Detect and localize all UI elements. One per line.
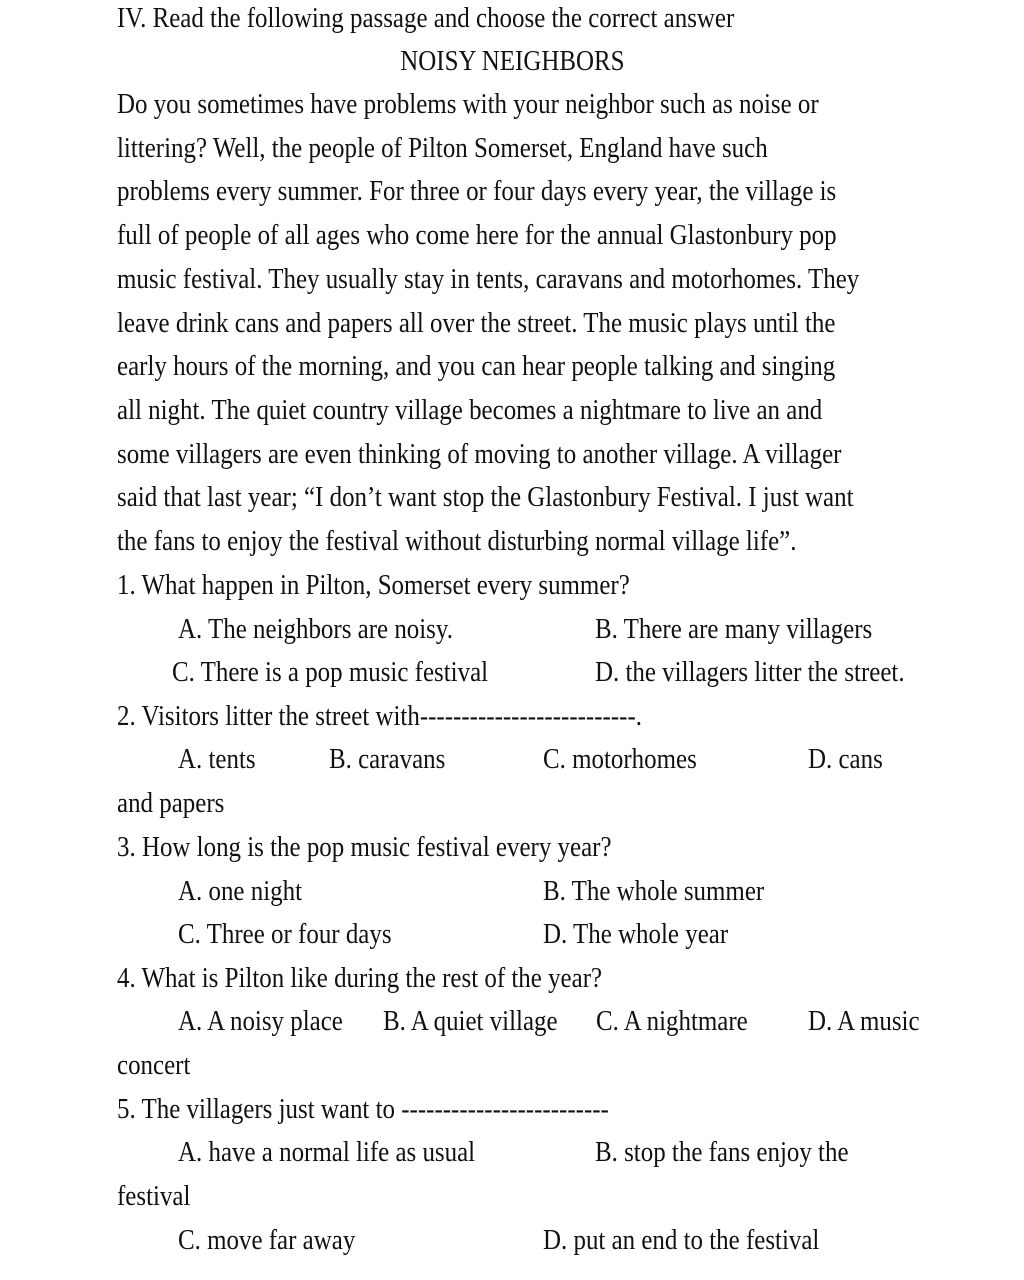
question-stem: 2. Visitors litter the street with--------------------------. — [117, 700, 643, 732]
option-a[interactable]: A. tents — [178, 743, 256, 775]
option-c[interactable]: C. Three or four days — [178, 918, 392, 950]
option-a[interactable]: A. A noisy place — [178, 1005, 343, 1037]
option-a[interactable]: A. The neighbors are noisy. — [178, 613, 453, 645]
passage-title: NOISY NEIGHBORS — [399, 45, 625, 77]
question-stem: 5. The villagers just want to ------------------------- — [117, 1093, 609, 1125]
option-b-continuation: festival — [117, 1180, 191, 1212]
passage-line: some villagers are even thinking of moving to another village. A villager — [117, 438, 842, 470]
option-d-continuation: concert — [117, 1049, 191, 1081]
option-d[interactable]: D. the villagers litter the street. — [595, 656, 905, 688]
question-stem: 4. What is Pilton like during the rest of the year? — [117, 962, 603, 994]
option-a[interactable]: A. have a normal life as usual — [178, 1136, 476, 1168]
option-d[interactable]: D. put an end to the festival — [543, 1224, 820, 1256]
passage-line: music festival. They usually stay in tents, caravans and motorhomes. They — [117, 263, 860, 295]
option-d[interactable]: D. cans — [808, 743, 883, 775]
passage-line: problems every summer. For three or four days every year, the village is — [117, 175, 837, 207]
passage-line: all night. The quiet country village becomes a nightmare to live an and — [117, 394, 823, 426]
option-b[interactable]: B. The whole summer — [543, 875, 765, 907]
passage-line: the fans to enjoy the festival without disturbing normal village life”. — [117, 525, 797, 557]
option-b[interactable]: B. There are many villagers — [595, 613, 873, 645]
option-c[interactable]: C. A nightmare — [596, 1005, 748, 1037]
option-a[interactable]: A. one night — [178, 875, 303, 907]
option-d[interactable]: D. The whole year — [543, 918, 729, 950]
option-d[interactable]: D. A music — [808, 1005, 920, 1037]
option-c[interactable]: C. motorhomes — [543, 743, 697, 775]
section-heading: IV. Read the following passage and choose the correct answer — [117, 2, 735, 34]
option-c[interactable]: C. move far away — [178, 1224, 356, 1256]
passage-line: littering? Well, the people of Pilton Somerset, England have such — [117, 132, 768, 164]
passage-line: early hours of the morning, and you can hear people talking and singing — [117, 350, 836, 382]
passage-line: full of people of all ages who come here for the annual Glastonbury pop — [117, 219, 837, 251]
question-stem: 3. How long is the pop music festival every year? — [117, 831, 612, 863]
question-stem: 1. What happen in Pilton, Somerset every summer? — [117, 569, 630, 601]
option-b[interactable]: B. caravans — [329, 743, 446, 775]
option-d-continuation: and papers — [117, 787, 225, 819]
option-b[interactable]: B. A quiet village — [383, 1005, 558, 1037]
option-b[interactable]: B. stop the fans enjoy the — [595, 1136, 849, 1168]
passage-line: Do you sometimes have problems with your neighbor such as noise or — [117, 88, 819, 120]
passage-line: said that last year; “I don’t want stop the Glastonbury Festival. I just want — [117, 481, 854, 513]
option-c[interactable]: C. There is a pop music festival — [172, 656, 489, 688]
passage-line: leave drink cans and papers all over the street. The music plays until the — [117, 307, 836, 339]
